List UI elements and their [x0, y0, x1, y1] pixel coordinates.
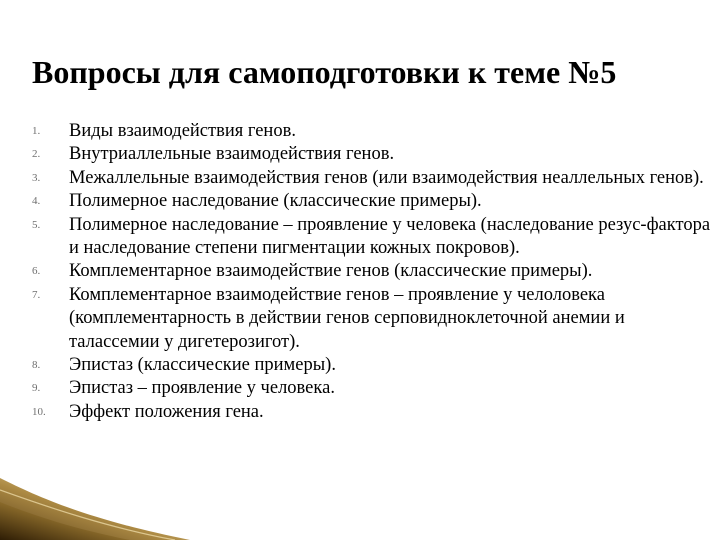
question-item [32, 401, 712, 424]
question-number: 4. [32, 195, 41, 208]
question-number: 1. [32, 125, 41, 137]
question-text: Полимерное наследование (классические примеры). [69, 191, 482, 212]
question-number: 5. [32, 218, 41, 231]
question-item [32, 354, 712, 377]
question-item [32, 143, 712, 166]
question-text: Эффект положения гена. [69, 401, 264, 422]
question-number: 7. [32, 288, 41, 301]
question-text: Внутриаллельные взаимодействия генов. [69, 144, 395, 165]
question-text: Полимерное наследование – проявление у человека (наследование резус-фактора и наследование степени пигментации кожных покровов). [69, 214, 711, 259]
question-list [32, 120, 712, 424]
question-text: Комплементарное взаимодействие генов – проявление у челоловека (комплементарность в действии генов серповидноклеточной анемии и талассемии у дигетерозигот). [69, 284, 625, 352]
question-item [32, 214, 712, 261]
gold-corner-decoration [0, 450, 190, 540]
question-number: 8. [32, 359, 41, 372]
question-text: Межаллельные взаимодействия генов (или взаимодействия неаллельных генов). [69, 167, 704, 188]
question-text: Комплементарное взаимодействие генов (классические примеры). [69, 261, 593, 282]
question-item [32, 260, 712, 283]
slide-title: Вопросы для самоподготовки к теме №5 [32, 54, 617, 90]
question-item [32, 284, 712, 354]
question-number: 6. [32, 265, 41, 278]
question-item [32, 167, 712, 190]
question-text: Виды взаимодействия генов. [69, 121, 296, 141]
question-number: 2. [32, 148, 41, 161]
question-item [32, 377, 712, 400]
question-number: 10. [32, 405, 46, 418]
question-text: Эпистаз (классические примеры). [69, 355, 336, 376]
question-number: 3. [32, 171, 41, 184]
question-number: 9. [32, 382, 41, 395]
question-item [32, 190, 712, 213]
question-text: Эпистаз – проявление у человека. [69, 378, 335, 399]
question-item [32, 120, 712, 143]
